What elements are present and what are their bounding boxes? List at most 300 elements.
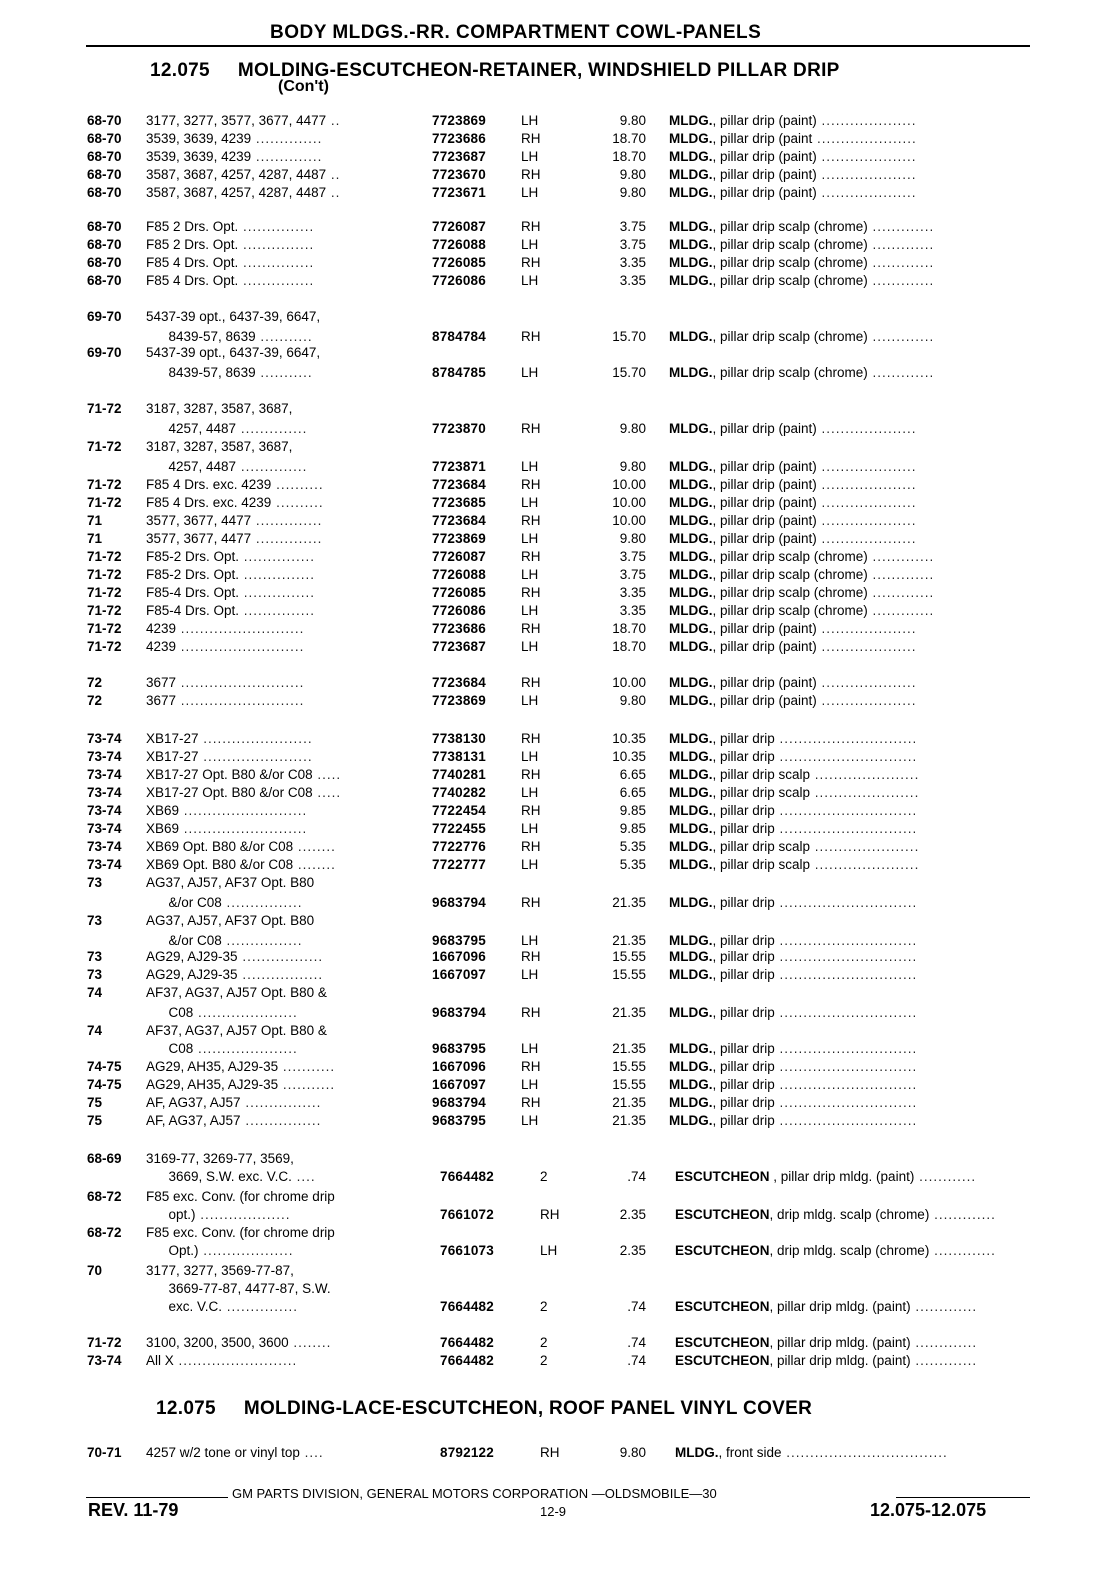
- section-1-number: 12.075: [150, 60, 210, 81]
- row-body-text: Opt.): [146, 1243, 199, 1258]
- row-side: RH: [521, 621, 541, 636]
- table-row: [0, 1150, 1098, 1168]
- row-body-style: [146, 236, 314, 254]
- table-row: [0, 730, 1098, 748]
- row-body-text: 3577, 3677, 4477: [146, 513, 252, 528]
- table-row: [0, 166, 1098, 184]
- row-description: [669, 894, 917, 912]
- row-description-text: , pillar drip scalp: [712, 767, 811, 782]
- row-description-text: , pillar drip scalp (chrome): [712, 329, 868, 344]
- row-side: RH: [521, 477, 541, 492]
- row-description-text: , pillar drip (paint): [712, 513, 817, 528]
- row-price: 15.55: [612, 949, 646, 964]
- row-side: RH: [521, 1095, 541, 1110]
- leader-dots: .....: [312, 767, 342, 782]
- row-year: 73-74: [87, 857, 122, 872]
- row-price: 10.00: [612, 477, 646, 492]
- row-part-number: 7726085: [432, 585, 486, 600]
- footer-revision: REV. 11-79: [88, 1500, 179, 1520]
- row-body-text: All X: [146, 1353, 174, 1368]
- row-body-text: 3587, 3687, 4257, 4287, 4487: [146, 167, 327, 182]
- row-body-text: 8439-57, 8639: [146, 365, 256, 380]
- table-row: [0, 784, 1098, 802]
- row-description-keyword: MLDG.: [669, 421, 713, 436]
- leader-dots: .............: [867, 567, 935, 582]
- row-year: 71: [87, 531, 103, 546]
- leader-dots: ....................: [816, 495, 917, 510]
- leader-dots: ...............: [239, 549, 316, 564]
- row-body-text: C08: [146, 1041, 194, 1056]
- row-year: 73-74: [87, 785, 122, 800]
- row-body-style: [146, 1334, 331, 1352]
- row-body-text: XB69 Opt. B80 &/or C08: [146, 839, 294, 854]
- row-body-style: [146, 620, 304, 638]
- row-description: [669, 674, 917, 692]
- row-part-number: 7664482: [440, 1353, 494, 1368]
- row-body-text: F85 4 Drs. Opt.: [146, 255, 239, 270]
- row-body-style: [146, 784, 341, 802]
- row-year: 73-74: [87, 767, 122, 782]
- row-body-text: 4239: [146, 639, 177, 654]
- row-description-keyword: MLDG.: [669, 933, 713, 948]
- row-body-style: [146, 1040, 298, 1058]
- row-body-style: [146, 166, 340, 184]
- row-part-number: 7722455: [432, 821, 486, 836]
- row-description-keyword: ESCUTCHEON: [675, 1299, 770, 1314]
- row-description: [669, 236, 934, 254]
- table-row: [0, 1262, 1098, 1280]
- row-body-text: 4239: [146, 621, 177, 636]
- row-part-number: 7723686: [432, 621, 486, 636]
- row-price: 10.35: [612, 731, 646, 746]
- row-description: [669, 184, 917, 202]
- footer-division-line: GM PARTS DIVISION, GENERAL MOTORS CORPORATION —OLDSMOBILE—30: [232, 1486, 717, 1501]
- row-description: [669, 584, 934, 602]
- leader-dots: ........: [293, 857, 336, 872]
- footer-rule-right: [896, 1497, 1030, 1498]
- leader-dots: ..........: [271, 477, 324, 492]
- row-price: 15.55: [612, 1059, 646, 1074]
- row-description-keyword: MLDG.: [669, 1113, 713, 1128]
- row-description-text: , pillar drip scalp (chrome): [712, 273, 868, 288]
- row-description-text: , pillar drip scalp (chrome): [712, 603, 868, 618]
- table-row: [0, 856, 1098, 874]
- leader-dots: ..............: [251, 131, 323, 146]
- row-year: 71-72: [87, 585, 122, 600]
- row-description-text: , pillar drip: [712, 949, 775, 964]
- row-price: 9.80: [619, 185, 646, 200]
- leader-dots: .........................: [173, 1353, 298, 1368]
- row-side: LH: [521, 967, 539, 982]
- row-body-style: [146, 130, 322, 148]
- row-part-number: 7726086: [432, 603, 486, 618]
- leader-dots: ................: [221, 933, 303, 948]
- leader-dots: .............: [867, 219, 935, 234]
- row-body-style: [146, 1168, 316, 1186]
- leader-dots: .............: [867, 237, 935, 252]
- row-description-keyword: MLDG.: [669, 585, 713, 600]
- leader-dots: ...............: [239, 585, 316, 600]
- leader-dots: .............................: [774, 967, 918, 982]
- row-body-text: opt.): [146, 1207, 196, 1222]
- row-body-style: [146, 476, 324, 494]
- row-description: [669, 218, 934, 236]
- row-year: 71-72: [87, 439, 122, 454]
- row-part-number: 7661072: [440, 1207, 494, 1222]
- leader-dots: ...............: [238, 219, 315, 234]
- row-part-number: 8784785: [432, 365, 486, 380]
- leader-dots: ..............: [251, 149, 323, 164]
- leader-dots: ...........: [255, 365, 313, 380]
- row-side: 2: [540, 1299, 548, 1314]
- leader-dots: ..........................: [176, 621, 305, 636]
- row-body-style: 3187, 3287, 3587, 3687,: [146, 401, 293, 416]
- row-body-text: &/or C08: [146, 933, 222, 948]
- leader-dots: ...........: [255, 329, 313, 344]
- row-body-text: F85 2 Drs. Opt.: [146, 219, 239, 234]
- row-body-text: AG29, AJ29-35: [146, 949, 238, 964]
- row-body-text: XB69 Opt. B80 &/or C08: [146, 857, 294, 872]
- leader-dots: ....................: [816, 639, 917, 654]
- row-description: [669, 1058, 917, 1076]
- table-row: [0, 602, 1098, 620]
- row-part-number: 7726087: [432, 549, 486, 564]
- row-description: [669, 148, 917, 166]
- leader-dots: .............: [929, 1243, 996, 1258]
- row-part-number: 7726087: [432, 219, 486, 234]
- leader-dots: ....: [299, 1445, 324, 1460]
- row-description: [669, 112, 917, 130]
- row-description: [669, 730, 917, 748]
- row-body-text: XB17-27: [146, 731, 199, 746]
- leader-dots: ....................: [816, 421, 917, 436]
- row-side: LH: [540, 1243, 558, 1258]
- row-description-keyword: ESCUTCHEON: [675, 1335, 770, 1350]
- row-description-keyword: MLDG.: [669, 273, 713, 288]
- row-description-text: , pillar drip: [712, 731, 775, 746]
- leader-dots: .............: [929, 1207, 996, 1222]
- row-body-text: F85 4 Drs. Opt.: [146, 273, 239, 288]
- row-description: [669, 458, 917, 476]
- row-part-number: 9683795: [432, 1041, 486, 1056]
- row-year: 70: [87, 1263, 103, 1278]
- row-year: 68-70: [87, 237, 122, 252]
- leader-dots: .............................: [774, 821, 918, 836]
- row-side: RH: [521, 767, 541, 782]
- row-side: RH: [521, 585, 541, 600]
- row-description: [669, 602, 934, 620]
- leader-dots: ..........................: [179, 803, 308, 818]
- row-description-text: , pillar drip: [712, 895, 775, 910]
- section-1-subtitle: (Con't): [278, 78, 329, 95]
- row-price: 10.00: [612, 513, 646, 528]
- row-description: [669, 272, 934, 290]
- leader-dots: .............................: [774, 803, 918, 818]
- row-description-keyword: MLDG.: [669, 1041, 713, 1056]
- row-body-style: [146, 1004, 298, 1022]
- row-description-text: , pillar drip (paint): [712, 495, 817, 510]
- row-body-text: F85 4 Drs. exc. 4239: [146, 477, 272, 492]
- row-part-number: 9683795: [432, 1113, 486, 1128]
- row-price: 15.70: [612, 365, 646, 380]
- row-side: LH: [521, 365, 539, 380]
- row-side: RH: [521, 949, 541, 964]
- header-rule: [86, 45, 1030, 47]
- row-price: 15.55: [612, 967, 646, 982]
- row-body-style: [146, 1076, 335, 1094]
- row-part-number: 7722777: [432, 857, 486, 872]
- row-body-text: 3177, 3277, 3577, 3677, 4477: [146, 113, 327, 128]
- row-body-style: AG37, AJ57, AF37 Opt. B80: [146, 913, 315, 928]
- row-year: 73-74: [87, 749, 122, 764]
- row-body-style: [146, 948, 323, 966]
- row-side: 2: [540, 1335, 548, 1350]
- leader-dots: .............................: [774, 731, 918, 746]
- row-part-number: 7738130: [432, 731, 486, 746]
- row-description-text: , pillar drip (paint): [712, 675, 817, 690]
- row-description-text: , pillar drip scalp (chrome): [712, 567, 868, 582]
- leader-dots: ...............: [239, 567, 316, 582]
- row-description-text: , pillar drip (paint): [712, 113, 817, 128]
- section-2-name: MOLDING-LACE-ESCUTCHEON, ROOF PANEL VINYL COVER: [243, 1398, 813, 1419]
- row-description-keyword: MLDG.: [669, 767, 713, 782]
- row-part-number: 7726086: [432, 273, 486, 288]
- leader-dots: ..............: [251, 513, 323, 528]
- row-body-style: [146, 638, 304, 656]
- row-part-number: 7723869: [432, 113, 486, 128]
- row-year: 68-72: [87, 1225, 122, 1240]
- row-body-text: XB17-27 Opt. B80 &/or C08: [146, 767, 313, 782]
- row-body-style: [146, 1206, 291, 1224]
- row-description-keyword: MLDG.: [669, 365, 713, 380]
- row-price: 18.70: [612, 149, 646, 164]
- row-part-number: 8792122: [440, 1445, 494, 1460]
- leader-dots: ....................: [816, 675, 917, 690]
- row-body-style: [146, 272, 314, 290]
- row-part-number: 8784784: [432, 329, 486, 344]
- row-year: 74: [87, 1023, 103, 1038]
- row-description: [669, 1112, 917, 1130]
- row-body-style: 3177, 3277, 3569-77-87,: [146, 1263, 294, 1278]
- leader-dots: ...............: [238, 237, 315, 252]
- table-row: [0, 112, 1098, 130]
- leader-dots: ....................: [816, 531, 917, 546]
- table-row: [0, 218, 1098, 236]
- row-description: [669, 766, 919, 784]
- row-description-text: , pillar drip: [712, 803, 775, 818]
- table-row: [0, 364, 1098, 382]
- table-row: [0, 130, 1098, 148]
- leader-dots: .............................: [774, 895, 918, 910]
- table-row: [0, 874, 1098, 892]
- table-row: [0, 838, 1098, 856]
- row-description-text: , pillar drip: [712, 749, 775, 764]
- row-part-number: 7723684: [432, 477, 486, 492]
- row-description-keyword: MLDG.: [669, 749, 713, 764]
- row-description-keyword: MLDG.: [669, 531, 713, 546]
- row-part-number: 7661073: [440, 1243, 494, 1258]
- row-description: [675, 1298, 977, 1316]
- row-description: [669, 166, 917, 184]
- leader-dots: ....................: [816, 149, 917, 164]
- row-side: LH: [521, 149, 539, 164]
- row-part-number: 7723671: [432, 185, 486, 200]
- row-body-text: AG29, AJ29-35: [146, 967, 238, 982]
- table-row: [0, 148, 1098, 166]
- row-description: [669, 948, 917, 966]
- row-description-keyword: MLDG.: [669, 477, 713, 492]
- row-description-keyword: MLDG.: [669, 567, 713, 582]
- table-row: [0, 1298, 1098, 1316]
- row-side: LH: [521, 273, 539, 288]
- row-year: 73: [87, 967, 103, 982]
- row-description-text: , pillar drip: [712, 821, 775, 836]
- row-description: [669, 856, 919, 874]
- row-body-text: AF, AG37, AJ57: [146, 1095, 241, 1110]
- leader-dots: ...................: [198, 1243, 294, 1258]
- row-year: 68-70: [87, 255, 122, 270]
- row-body-text: XB69: [146, 821, 180, 836]
- row-description-text: , pillar drip mldg. (paint): [769, 1169, 915, 1184]
- row-side: LH: [521, 1113, 539, 1128]
- leader-dots: .............: [867, 273, 935, 288]
- row-year: 69-70: [87, 345, 122, 360]
- row-side: RH: [521, 167, 541, 182]
- row-description-text: , pillar drip scalp (chrome): [712, 255, 868, 270]
- row-price: 15.55: [612, 1077, 646, 1092]
- row-year: 71-72: [87, 567, 122, 582]
- row-price: 15.70: [612, 329, 646, 344]
- row-part-number: 9683794: [432, 895, 486, 910]
- table-row: [0, 820, 1098, 838]
- row-side: LH: [521, 821, 539, 836]
- row-description: [669, 420, 917, 438]
- row-body-style: [146, 856, 336, 874]
- row-price: 9.80: [619, 531, 646, 546]
- leader-dots: ..............: [236, 459, 308, 474]
- table-row: [0, 512, 1098, 530]
- row-year: 73-74: [87, 803, 122, 818]
- row-side: LH: [521, 693, 539, 708]
- row-year: 74-75: [87, 1059, 122, 1074]
- leader-dots: .............................: [774, 1059, 918, 1074]
- row-part-number: 9683795: [432, 933, 486, 948]
- row-description-text: , pillar drip mldg. (paint): [769, 1335, 911, 1350]
- row-side: LH: [521, 237, 539, 252]
- section-2-number: 12.075: [156, 1398, 216, 1419]
- leader-dots: ................: [221, 895, 303, 910]
- row-year: 72: [87, 675, 103, 690]
- row-body-text: XB17-27: [146, 749, 199, 764]
- row-part-number: 7740281: [432, 767, 486, 782]
- leader-dots: .....................: [193, 1041, 298, 1056]
- row-price: 5.35: [619, 839, 646, 854]
- row-description-text: , pillar drip: [712, 1041, 775, 1056]
- row-description-keyword: MLDG.: [669, 693, 713, 708]
- row-price: .74: [627, 1169, 646, 1184]
- row-description-keyword: MLDG.: [669, 603, 713, 618]
- row-description-text: , pillar drip: [712, 1059, 775, 1074]
- row-description-keyword: MLDG.: [669, 621, 713, 636]
- table-row: [0, 1206, 1098, 1224]
- row-description: [669, 802, 917, 820]
- row-body-text: F85-4 Drs. Opt.: [146, 585, 240, 600]
- row-year: 72: [87, 693, 103, 708]
- row-part-number: 7723687: [432, 639, 486, 654]
- row-side: LH: [521, 495, 539, 510]
- leader-dots: .....................: [812, 131, 917, 146]
- row-part-number: 7723685: [432, 495, 486, 510]
- row-side: LH: [521, 531, 539, 546]
- row-price: 18.70: [612, 621, 646, 636]
- row-year: 71-72: [87, 495, 122, 510]
- row-price: 3.35: [619, 273, 646, 288]
- row-description-keyword: MLDG.: [669, 1095, 713, 1110]
- row-body-style: [146, 966, 323, 984]
- row-description-text: , pillar drip mldg. (paint): [769, 1299, 911, 1314]
- row-description-text: , pillar drip scalp (chrome): [712, 549, 868, 564]
- row-body-text: 3577, 3677, 4477: [146, 531, 252, 546]
- row-body-style: [146, 1058, 335, 1076]
- row-description-text: , pillar drip: [712, 933, 775, 948]
- row-part-number: 7726088: [432, 237, 486, 252]
- row-year: 68-70: [87, 113, 122, 128]
- table-row: [0, 1224, 1098, 1242]
- leader-dots: ...........: [278, 1059, 336, 1074]
- row-description: [669, 494, 917, 512]
- row-price: 10.35: [612, 749, 646, 764]
- leader-dots: ..........................: [179, 821, 308, 836]
- row-description: [675, 1334, 977, 1352]
- row-part-number: 7738131: [432, 749, 486, 764]
- row-description: [669, 1094, 917, 1112]
- leader-dots: .......................: [198, 749, 313, 764]
- row-side: RH: [521, 255, 541, 270]
- row-part-number: 7723869: [432, 531, 486, 546]
- footer-rule-left: [86, 1497, 228, 1498]
- row-price: 3.35: [619, 585, 646, 600]
- row-description: [669, 548, 934, 566]
- row-side: LH: [521, 785, 539, 800]
- row-body-text: F85-4 Drs. Opt.: [146, 603, 240, 618]
- row-description-text: , pillar drip scalp: [712, 857, 811, 872]
- row-description: [675, 1206, 996, 1224]
- row-price: 2.35: [619, 1243, 646, 1258]
- row-description: [675, 1352, 977, 1370]
- row-description-keyword: MLDG.: [669, 675, 713, 690]
- row-description-keyword: MLDG.: [669, 895, 713, 910]
- row-body-text: 4257 w/2 tone or vinyl top: [146, 1445, 300, 1460]
- table-row: [0, 548, 1098, 566]
- row-description-text: , pillar drip (paint): [712, 167, 817, 182]
- footer-section-range: 12.075-12.075: [870, 1500, 987, 1520]
- row-body-style: 5437-39 opt., 6437-39, 6647,: [146, 345, 321, 360]
- leader-dots: ................: [240, 1095, 322, 1110]
- row-body-style: [146, 838, 336, 856]
- row-body-text: AF, AG37, AJ57: [146, 1113, 241, 1128]
- row-side: LH: [521, 1077, 539, 1092]
- row-part-number: 7723670: [432, 167, 486, 182]
- table-row: [0, 1334, 1098, 1352]
- row-side: RH: [540, 1207, 560, 1222]
- row-side: LH: [521, 857, 539, 872]
- row-year: 68-69: [87, 1151, 122, 1166]
- row-description: [675, 1168, 976, 1186]
- leader-dots: ...................: [195, 1207, 291, 1222]
- row-year: 73: [87, 913, 103, 928]
- row-price: 18.70: [612, 131, 646, 146]
- leader-dots: .............................: [774, 1113, 918, 1128]
